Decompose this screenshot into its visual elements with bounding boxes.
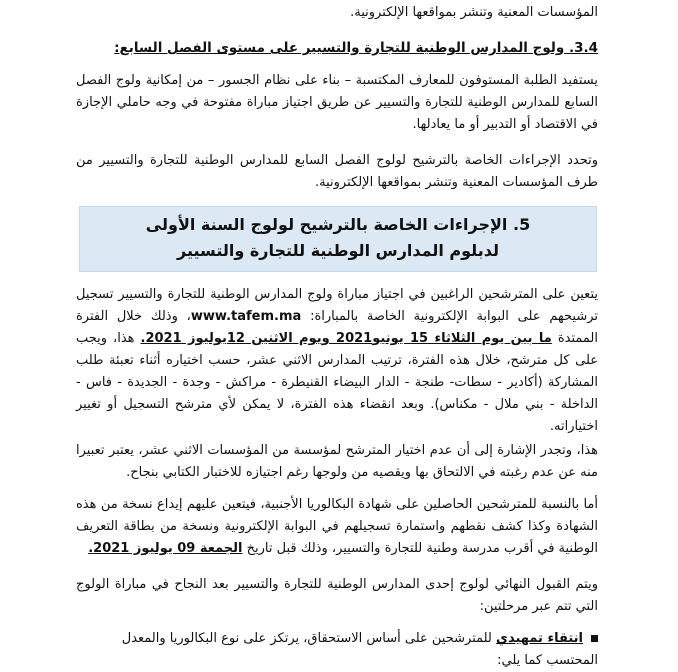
section-3-4-paragraph-1: يستفيد الطلبة المستوفون للمعارف المكتسبة – بناء على نظام الجسور – من إمكانية ولوج الفصل السابع للمدارس الوطنية للتجارة والتسيير عن طريق اجتياز مباراة مفتوحة في وجه حاملي الإجازة في الاقتصاد أو التدبير أو ما يعادلها. [76, 73, 598, 132]
square-bullet-icon [591, 635, 598, 642]
registration-portal-link[interactable]: www.tafem.ma [190, 309, 302, 324]
foreign-bac-deadline: الجمعة 09 يوليوز 2021. [88, 541, 243, 556]
school-choice-paragraph: هذا، وتجدر الإشارة إلى أن عدم اختيار المترشح لمؤسسة من المؤسسات الاثني عشر، يعتبر تعبيرا منه عن عدم رغبته في الالتحاق بها ويقصيه من ولوجها رغم اجتيازه للاختبار الكتابي بنجاح. [76, 443, 598, 480]
registration-text-b: ، وذلك خلال الفترة الممتدة [76, 309, 598, 346]
section-5-title-line-1: 5. الإجراءات الخاصة بالترشيح لولوج السنة الأولى [145, 215, 531, 234]
section-3-4-paragraph-2: وتحدد الإجراءات الخاصة بالترشيح لولوج الفصل السابع للمدارس الوطنية للتجارة والتسيير من طرف المؤسسات المعنية وتنشر بمواقعها الإلكترونية. [76, 153, 598, 190]
registration-text-c: هذا، ويجب على كل مترشح، خلال هذه الفترة، ترتيب المدارس الاثني عشر، حسب اختياره أثناء تعبئة طلب المشاركة (أكادير - سطات- طنجة - الدار البيضاء القنيطرة - مراكش - وجدة - الجديدة - فاس - الداخلة - بني ملال - مكناس). وبعد انقضاء هذه الفترة، لا يمكن لأي مترشح التسجيل أو تغيير اختياراته. [76, 331, 598, 434]
admission-paragraph: ويتم القبول النهائي لولوج إحدى المدارس الوطنية للتجارة والتسيير بعد النجاح في مباراة الولوج التي تتم عبر مرحلتين: [76, 577, 598, 614]
foreign-bac-paragraph [76, 494, 598, 560]
bullet-text: للمترشحين على أساس الاستحقاق، يرتكز على نوع البكالوريا والمعدل المحتسب كما يلي: [121, 631, 598, 668]
registration-text-a: يتعين على المترشحين الراغبين في اجتياز مباراة ولوج المدارس الوطنية للتجارة والتسيير تسجيل ترشيحهم على البوابة الإلكترونية الخاصة بالمباراة: [76, 287, 599, 324]
bullet-label: انتقاء تمهيدي [496, 631, 583, 646]
continued-paragraph: المؤسسات المعنية وتنشر بمواقعها الإلكترونية. [350, 5, 598, 20]
section-5-title-box [79, 206, 597, 272]
registration-paragraph [76, 284, 598, 438]
section-3-4-heading: 3.4. ولوج المدارس الوطنية للتجارة والتسيير على مستوى الفصل السابع: [114, 40, 598, 56]
section-5-title-line-2: لدبلوم المدارس الوطنية للتجارة والتسيير [177, 241, 499, 260]
registration-period: ما بين يوم الثلاثاء 15 يونيو2021 ويوم الاثنين 12يوليوز 2021. [140, 331, 552, 346]
bullet-item [76, 628, 598, 672]
foreign-bac-text: أما بالنسبة للمترشحين الحاصلين على شهادة البكالوريا الأجنبية، فيتعين عليهم إيداع نسخة من هذه الشهادة وكذا كشف نقطهم واستمارة تسجيلهم في البوابة الإلكترونية ونسخة من بطاقة التعريف الوطنية في أقرب مدرسة وطنية للتجارة والتسيير، وذلك قبل تاريخ [76, 497, 598, 556]
